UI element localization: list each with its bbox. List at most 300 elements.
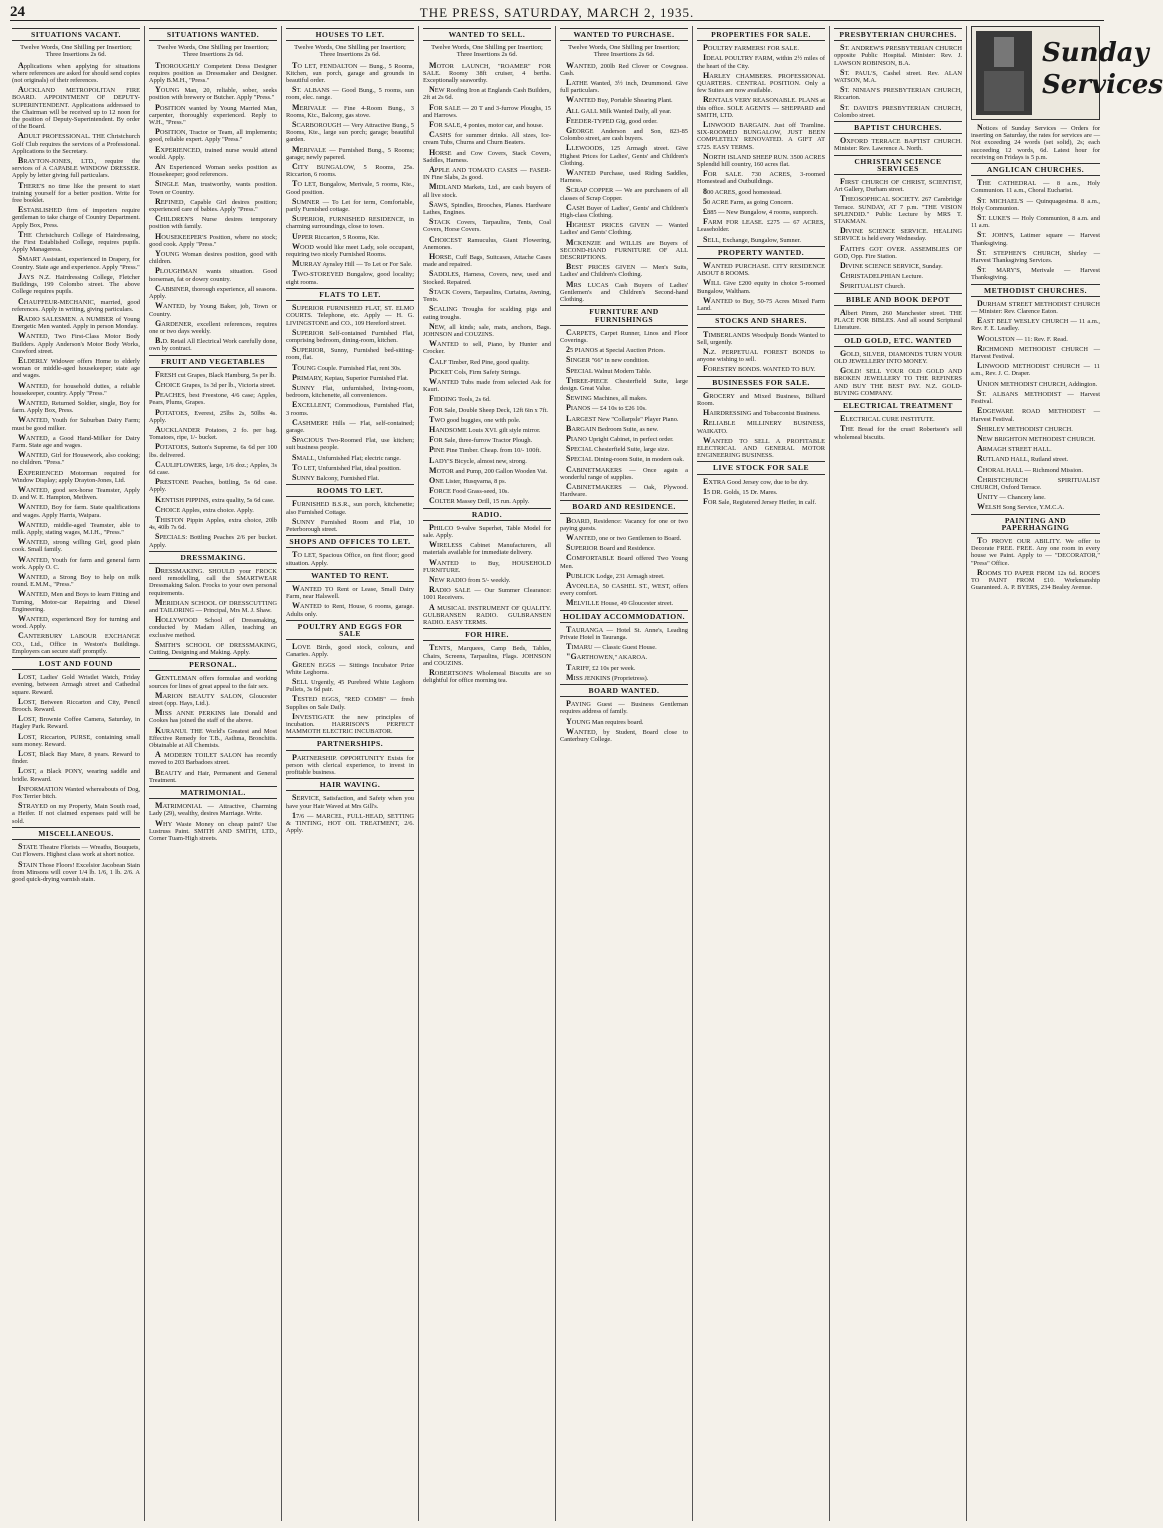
classified-ad: BOARD, Residence: Vacancy for one or two paying guests.	[560, 515, 688, 532]
classified-ad: WANTED TO Rent or Lease, Small Dairy Farm, near Halswell.	[286, 583, 414, 601]
classified-ad: ST. DAVID'S PRESBYTERIAN CHURCH, Colombo street.	[834, 102, 962, 119]
classified-ad: PEACHES, best Freestone, 4/6 case; Apples, Pears, Plums, Grapes.	[149, 390, 277, 407]
classified-ad: GARDENER, excellent references, requires one or two days weekly.	[149, 318, 277, 335]
classified-ad: WANTED, Youth for Suburban Dairy Farm; must be good milker.	[12, 415, 140, 432]
classified-ad: HANDSOME Louis XVI. gilt style mirror.	[429, 424, 541, 434]
classified-ad: ONE Lister, Husqvarna, 8 ps.	[429, 475, 507, 485]
classified-ad: TIMBERLANDS Woodpulp Bonds Wanted to Sell, urgently.	[697, 329, 825, 346]
classified-ad: B.D. Retail All Electrical Work carefully done, own by contract.	[149, 336, 277, 353]
section-heading: MISCELLANEOUS.	[12, 827, 140, 840]
classified-ad: SUPERIOR FURNISHED FLAT, ST. ELMO COURTS. Telephone, etc. Apply — H. G. LIVINGSTONE and CO., 109 Hereford street.	[286, 303, 414, 327]
classified-ad: FOR SALE — 20 T and 3-furrow Ploughs, 15 and Harrows.	[423, 102, 551, 119]
section-heading: WANTED TO SELL.	[423, 28, 551, 41]
section-heading: FOR HIRE.	[423, 628, 551, 641]
classified-ad: HORSE, Cuff Bags, Suitcases, Attache Cases made and repaired.	[423, 252, 551, 269]
classified-ad: FARM FOR LEASE. £275 — 67 ACRES, Leaseholder.	[697, 217, 825, 234]
classified-ad: UPPER Riccarton, 5 Rooms, Kte.	[292, 231, 380, 241]
classified-ad: LLEWOODS, 125 Armagh street. Give Highest Prices for Ladies', Gents' and Children's Clothing.	[560, 143, 688, 167]
classified-ad: CITY BUNGALOW, 5 Rooms, 25s. Riccarton, 6 rooms.	[286, 162, 414, 179]
classified-ad: WANTED TO SELL A PROFITABLE ELECTRICAL AND GENERAL MOTOR ENGINEERING BUSINESS.	[697, 435, 825, 460]
section-heading: ROOMS TO LET.	[286, 484, 414, 497]
classified-ad: AVONLEA, 50 CASHEL ST., WEST, offers every comfort.	[560, 580, 688, 598]
classified-ad: FORESTRY BONDS. WANTED TO BUY.	[703, 364, 816, 374]
classified-ad: MERIVALE — Furnished Bung., 5 Rooms; garage; newly papered.	[286, 144, 414, 161]
classified-ad: GREEN EGGS — Sittings Incubator Prize White Leghorns.	[286, 659, 414, 676]
classified-ad: TO PROVE OUR ABILITY. We offer to Decorate FREE. FREE. Any one room in every house we Paint. Apply to — "DECORATOR," "Press" Office.	[971, 535, 1100, 567]
classified-ad: DIVINE SCIENCE SERVICE, Sunday.	[840, 261, 943, 271]
classified-ad: NEW Roofing Iron at Englands Cash Builders, 2ft at 2s 6d.	[423, 85, 551, 102]
classified-ad: 17/6 — MARCEL, FULL-HEAD, SETTING & TINTING, HOT OIL TREATMENT, 2/6. Apply.	[286, 810, 414, 835]
classified-ad: CASHMERE Hills — Flat, self-contained; garage.	[286, 417, 414, 434]
classified-ad: ELDERLY Widower offers Home to elderly woman or middle-aged housekeeper; state age and wages.	[12, 355, 140, 380]
classified-ad: ALL GALL Milk Wanted Daily, all year.	[566, 105, 672, 115]
classified-ad: SPECIAL Chesterfield Suite, large size.	[566, 444, 670, 454]
classified-ad: EXPERIENCED Motorman required for Window Display; apply Drayton-Jones, Ltd.	[12, 467, 140, 484]
classified-ad: ST. ANDREW'S PRESBYTERIAN CHURCH opposite Public Hospital. Minister: Rev. J. LAWSON ROBINSON, B.A.	[834, 43, 962, 67]
sunday-services-banner	[971, 26, 1163, 120]
classified-ad: 50 ACRE Farm, as going Concern.	[703, 196, 794, 206]
classified-ad: CABINETMAKERS — Oak, Plywood. Hardware.	[560, 481, 688, 499]
section-heading: CHRISTIAN SCIENCE SERVICES	[834, 155, 962, 175]
classified-ad: TO LET, FENDALTON — Bung., 5 Rooms, Kitchen, sun porch, garage and grounds in beautiful order.	[286, 60, 414, 85]
classified-ad: FAITH'S GOT OVER. ASSEMBLIES OF GOD, Opp. Fire Station.	[834, 243, 962, 260]
classified-ad: SUNNY Balcony, Furnished Flat.	[292, 472, 380, 482]
classified-ad: SPIRITUALIST Church.	[840, 281, 906, 291]
classified-ad: POULTRY FARMERS! FOR SALE.	[703, 43, 799, 53]
section-heading: PROPERTIES FOR SALE.	[697, 28, 825, 41]
section-heading: METHODIST CHURCHES.	[971, 284, 1100, 297]
classified-ad: TWO-STOREYED Bungalow, good locality; eight rooms.	[286, 269, 414, 286]
classified-ad: 25 PIANOS at Special Auction Prices.	[566, 345, 666, 355]
section-heading: LIVE STOCK FOR SALE	[697, 461, 825, 474]
classified-ad: MATRIMONIAL — Attractive, Charming Lady (29), wealthy, desires Marriage. Write.	[149, 801, 277, 818]
classified-ad: HORSE and Cow Covers, Stack Covers, Saddles, Harness.	[423, 147, 551, 164]
classified-ad: SMITH'S SCHOOL OF DRESSMAKING, Cutting, Designing and Making. Apply.	[149, 639, 277, 657]
classified-ad: ST. JOHN'S, Latimer square — Harvest Thanksgiving.	[971, 230, 1100, 247]
classified-ad: MELVILLE House, 49 Gloucester street.	[566, 598, 674, 608]
classified-ad: STACK Covers, Tarpaulins, Curtains, Awning, Tents.	[423, 286, 551, 304]
classified-ad: EDGEWARE ROAD METHODIST — Harvest Festival.	[971, 406, 1100, 423]
newspaper-title: THE PRESS, SATURDAY, MARCH 2, 1935.	[419, 5, 695, 20]
classified-ad: YOUNG Woman desires position, good with children.	[149, 249, 277, 266]
classifieds-grid	[8, 26, 1163, 1521]
section-heading: PROPERTY WANTED.	[697, 246, 825, 259]
classified-ad: AUCKLANDER Potatoes, 2 fo. per bag. Tomatoes, ripe, 1/- bucket.	[149, 424, 277, 442]
classified-ad: WANTED, 200lb Red Clover or Cowgrass. Cash.	[560, 60, 688, 77]
classified-ad: TARIFF, £2 10s per week.	[566, 662, 636, 672]
classified-ad: EXCELLENT, Commodious, Furnished Flat, 3 rooms.	[286, 400, 414, 417]
classified-ad: ROOMS TO PAPER FROM 12s 6d. ROOFS TO PAINT FROM £10. Workmanship Guaranteed. A. P. BYERS, 234 Bealey Avenue.	[971, 567, 1100, 592]
classified-ad: SELL Urgently, 45 Purebred White Leghorn Pullets, 3s 6d pair.	[286, 677, 414, 694]
column-8	[967, 26, 1163, 1521]
classified-ad: WANTED, Girl for Housework, also cooking; no children. "Press."	[12, 450, 140, 467]
classified-ad: FOR Sale, Registered Jersey Heifer, in calf.	[703, 496, 817, 506]
classified-ad: WANTED, good sex-horse Teamster, Apply D. and W. E. Hampton, Methven.	[12, 484, 140, 502]
church-illustration	[976, 31, 1032, 115]
classified-ad: CASH Buyer of Ladies', Gents' and Children's High-class Clothing.	[560, 202, 688, 220]
classified-ad: WANTED Tubs made from selected Ask for Kauri.	[423, 376, 551, 394]
classified-ad: RENTALS VERY REASONABLE. PLANS at this office. SOLE AGENTS — SHEPPARD and SMITH, LTD.	[697, 95, 825, 119]
classified-ad: £885 — New Bungalow, 4 rooms, sunporch.	[703, 207, 818, 217]
classified-ad: LINWOOD BARGAIN. Just off Tramline. SIX-ROOMED BUNGALOW, JUST BEEN COMPLETELY RENOVATED. A GIFT AT £725. EASY TERMS.	[697, 120, 825, 151]
classified-ad: MCKENZIE and WILLIS are Buyers of SECOND-HAND FURNITURE OF ALL DESCRIPTIONS.	[560, 237, 688, 262]
classified-ad: THE CATHEDRAL — 8 a.m., Holy Communion. 11 a.m., Choral Eucharist.	[971, 178, 1100, 195]
classified-ad: WANTED, Youth for farm and general farm work. Apply O. C.	[12, 554, 140, 571]
banner-title: Sunday Services	[1042, 38, 1163, 100]
classified-ad: LOST, Riccarton, PURSE, containing small sum money. Reward.	[12, 731, 140, 748]
classified-ad: COLTER Massey Drill, 15 run. Apply.	[429, 496, 530, 506]
classified-ad: ST. MARY'S, Merivale — Harvest Thanksgiving.	[971, 265, 1100, 282]
classified-ad: FOR SALE, 4 ponies, motor car, and house.	[429, 120, 544, 130]
classified-ad: MISS ANNE PERKINS late Donald and Cookes has joined the staff of the above.	[149, 708, 277, 725]
classified-ad: CANTERBURY LABOUR EXCHANGE CO., Ltd., Office in Weston's Buildings. Employers can secure staff promptly.	[12, 631, 140, 655]
classified-ad: MURRAY Aynsley Hill — To Let or For Sale.	[292, 259, 413, 269]
classified-ad: THE Bread for the crust! Robertson's sell wholemeal biscuits.	[834, 424, 962, 441]
classified-ad: WHY Waste Money on cheap paint? Use Lustruss Paint. SMITH AND SMITH, LTD., Corner Tuam-High streets.	[149, 818, 277, 843]
section-heading: MATRIMONIAL.	[149, 786, 277, 799]
classified-ad: GOLD! SELL YOUR OLD GOLD AND BROKEN JEWELLERY TO THE REFINERS AND BUY THE BEST PAY. N.Z. GOLD-BUYING COMPANY.	[834, 366, 962, 397]
classified-ad: GEORGE Anderson and Son, 823-85 Colombo street, are cash buyers.	[560, 126, 688, 143]
classified-ad: HOUSEKEEPER'S Position, where no stock; good cook. Apply "Press."	[149, 231, 277, 248]
classified-ad: APPLE AND TOMATO CASES — FASER-IN Fine Slabs, 2s good.	[423, 165, 551, 182]
classified-ad: FORCE Food Grass-seed, 10s.	[429, 486, 509, 496]
classified-ad: OXFORD TERRACE BAPTIST CHURCH. Minister: Rev. Lawrence A. North.	[834, 136, 962, 153]
classified-ad: FRESH cut Grapes, Black Hamburg, 5s per lb.	[155, 369, 276, 379]
classified-ad: SELL, Exchange, Bungalow, Sumner.	[703, 234, 801, 244]
section-heading: WANTED TO RENT.	[286, 569, 414, 582]
classified-ad: SCRAP COPPER — We are purchasers of all classes of Scrap Copper.	[560, 185, 688, 202]
classified-ad: PARTNERSHIP. OPPORTUNITY Exists for person with clerical experience, to invest in profitable business.	[286, 752, 414, 777]
classified-ad: THISTON Pippin Apples, extra choice, 20lb 4s, 40lb 7s 6d.	[149, 514, 277, 532]
classified-ad: EXTRA Good Jersey cow, due to be dry.	[703, 476, 809, 486]
classified-ad: SUPERIOR Board and Residence.	[566, 543, 656, 553]
column-5	[556, 26, 693, 1521]
section-heading: BIBLE AND BOOK DEPOT	[834, 293, 962, 306]
classified-ad: SHIRLEY METHODIST CHURCH.	[977, 423, 1073, 433]
classified-ad: EXPERIENCED, trained nurse would attend would. Apply.	[149, 144, 277, 161]
classified-ad: BEST PRICES GIVEN — Men's Suits, Ladies' and Children's Clothing.	[560, 262, 688, 279]
classified-ad: TENTS, Marquees, Camp Beds, Tables, Chairs, Screens, Tarpaulins, Flags. JOHNSON and COUZINS.	[423, 643, 551, 667]
classified-ad: THOROUGHLY Competent Dress Designer requires position as Dressmaker and Designer. Apply B.M.H., "Press."	[149, 60, 277, 85]
classified-ad: RADIO SALE — Our Summer Clearance: 1001 Receivers.	[423, 585, 551, 602]
classified-ad: MISS JENKINS (Proprietress).	[566, 672, 649, 682]
classified-ad: GOLD, SILVER, DIAMONDS TURN YOUR OLD JEWELLERY INTO MONEY.	[834, 348, 962, 365]
classified-ad: CHOICE Apples, extra choice. Apply.	[155, 504, 254, 514]
classified-ad: TAURANGA — Hotel St. Anne's, Leading Private Hotel in Tauranga.	[560, 624, 688, 641]
classified-ad: PUBLICK Lodge, 231 Armagh street.	[566, 570, 665, 580]
classified-ad: REFINED, Capable Girl desires position; experienced care of babies. Apply "Press."	[149, 196, 277, 214]
column-2	[145, 26, 282, 1521]
classified-ad: LOST, Brownie Coffee Camera, Saturday, in Hagley Park. Reward.	[12, 714, 140, 731]
classified-ad: Notices of Sunday Services — Orders for inserting on Saturday, the rates for services are — Not exceeding 24 words (set solid), 2s; each succeeding 12 words, 6d. Latest hour for receiving on Fridays is 5 p.m.	[971, 123, 1100, 161]
classified-ad: WANTED Purchase, used Riding Saddles, Harness.	[560, 168, 688, 185]
classified-ad: PICKET Cols, Firm Safety Strings.	[429, 366, 521, 376]
classified-ad: CHOICEST Ramuculus, Giant Flowering, Anemones.	[423, 234, 551, 251]
classified-ad: CAULIFLOWERS, large, 1/6 doz.; Apples, 3s 6d case.	[149, 459, 277, 476]
classified-ad: WANTED, a Strong Boy to help on milk round. E.M.M., "Press."	[12, 572, 140, 589]
classified-ad: CABINETMAKERS — Once again a wonderful range of supplies.	[560, 464, 688, 481]
column-7	[830, 26, 967, 1521]
classified-ad: MIDLAND Markets, Ltd., are cash buyers of all live stock.	[423, 182, 551, 199]
classified-ad: Albert Pimm, 260 Manchester street. THE PLACE FOR BIBLES. And all sound Scriptural Literature.	[834, 307, 962, 332]
classified-ad: NEW, all kinds; sale, mats, anchors, Bags. JOHNSON and COUZINS.	[423, 321, 551, 338]
classified-ad: ST. MICHAEL'S — Quinquagesima. 8 a.m., Holy Communion.	[971, 195, 1100, 212]
classified-ad: WANTED, Two First-Class Motor Body Builders. Apply Anderson's Motor Body Works, Crawford street.	[12, 331, 140, 355]
classified-ad: PRESTONE Peaches, bottling, 5s 6d case. Apply.	[149, 477, 277, 494]
classified-ad: SUPERIOR Self-contained Furnished Flat, comprising bedroom, dining-room, kitchen.	[286, 327, 414, 344]
classified-ad: 800 ACRES, good homestead.	[703, 186, 782, 196]
classified-ad: ROBERTSON'S Wholemeal Biscuits are so delightful for office morning tea.	[423, 668, 551, 685]
classified-ad: MARION BEAUTY SALON, Gloucester street (opp. Hays, Ltd.).	[149, 690, 277, 708]
classified-ad: LATHE Wanted, 3½ inch, Drummond. Give full particulars.	[560, 78, 688, 95]
classified-ad: A MODERN TOILET SALON has recently moved to 203 Barbadoes street.	[149, 750, 277, 767]
classified-ad: ESTABLISHED firm of importers require gentleman to take charge of Country Department. Apply Box, Press.	[12, 205, 140, 229]
classified-ad: WANTED to Rent, House, 6 rooms, garage. Adults only.	[286, 601, 414, 618]
classified-ad: SERVICE, Satisfaction, and Safety when you have your Hair Waved at Mrs Gill's.	[286, 793, 414, 810]
classified-ad: ST. LUKE'S — Holy Communion, 8 a.m. and 11 a.m.	[971, 213, 1100, 230]
classified-ad: FIDDING Tools, 2s 6d.	[429, 394, 491, 404]
classified-ad: BEAUTY and Hair, Permanent and General Treatment.	[149, 767, 277, 784]
classified-ad: N.Z. PERPETUAL FOREST BONDS to anyone wishing to sell.	[697, 346, 825, 364]
section-heading: WANTED TO PURCHASE.	[560, 28, 688, 41]
classified-ad: HIGHEST PRICES GIVEN — Wanted Ladies' and Gents' Clothing.	[560, 220, 688, 237]
classified-ad: MERIVALE — Fine 4-Room Bung., 3 Rooms, Ktc., Balcony, gas stove.	[286, 102, 414, 119]
classified-ad: FOR SALE. 730 ACRES, 3-roomed Homestead and Outbuildings.	[697, 169, 825, 186]
section-heading: SITUATIONS WANTED.	[149, 28, 277, 41]
classified-ad: JAYS N.Z. Hairdressing College, Fletcher Buildings, 199 Colombo street. The above College requires pupils.	[12, 271, 140, 296]
section-rate-note: Twelve Words, One Shilling per Insertion; Three Insertions 2s 6d.	[20, 44, 132, 59]
classified-ad: MRS LUCAS Cash Buyers of Ladies' Gentlemen's and Children's Second-hand Clothing.	[560, 279, 688, 304]
classified-ad: CHRISTADELPHIAN Lecture.	[840, 271, 924, 281]
classified-ad: SUPERIOR, Sunny, Furnished bed-sitting-room, flat.	[286, 345, 414, 362]
section-heading: HAIR WAVING.	[286, 778, 414, 791]
classified-ad: CABBINER, thorough experience, all seasons. Apply.	[149, 283, 277, 301]
classified-ad: POSITION, Tractor or Team, all implements; good, reliable expert. Apply "Press."	[149, 127, 277, 144]
classified-ad: WANTED, by Young Baker, job, Town or Country.	[149, 301, 277, 318]
classified-ad: SCARBOROUGH — Very Attractive Bung., 5 Rooms, Kte., large sun porch; garage; beautiful garden.	[286, 120, 414, 144]
classified-ad: UNION METHODIST CHURCH, Addington.	[977, 378, 1098, 388]
classified-ad: SCALING Troughs for scalding pigs and eating troughs.	[423, 304, 551, 321]
classified-ad: WELSH Song Service, Y.M.C.A.	[977, 502, 1065, 512]
classified-ad: CARPETS, Carpet Runner, Linos and Floor Coverings.	[560, 327, 688, 344]
classified-ad: LOST, Ladies' Gold Wristlet Watch, Friday evening, between Armagh street and Cathedral square. Reward.	[12, 672, 140, 696]
section-heading: FLATS TO LET.	[286, 288, 414, 301]
classified-ad: TOUNG Couple. Furnished Flat, rent 30s.	[292, 362, 402, 372]
classified-ad: DRESSMAKING. SHOULD your FROCK need remodelling, call the SMARTWEAR Dressmaking Salon. Frocks to your own personal requirements.	[149, 565, 277, 597]
classified-ad: RADIO SALESMEN. A NUMBER of Young Energetic Men wanted. Apply in person Monday.	[12, 313, 140, 331]
classified-ad: LOST, Black Bay Mare, 8 years. Reward to finder.	[12, 749, 140, 766]
classified-ad: SPECIALS: Bottling Peaches 2/6 per bucket. Apply.	[149, 532, 277, 549]
classified-ad: SPECIAL Dining-room Suite, in modern oak.	[566, 454, 684, 464]
classified-ad: WANTED to sell, Piano, by Hunter and Crocker.	[423, 339, 551, 356]
classified-ad: SUNNY Flat, unfurnished, living-room, bedroom, kitchenette, all conveniences.	[286, 382, 414, 400]
classified-ad: POTATOES, Everest, 25lbs 2s, 50lbs 4s. Apply.	[149, 407, 277, 424]
classified-ad: DURHAM STREET METHODIST CHURCH — Minister: Rev. Clarence Eaton.	[971, 298, 1100, 316]
classified-ad: EAST BELT WESLEY CHURCH — 11 a.m., Rev. F. E. Leadley.	[971, 316, 1100, 333]
section-heading: BAPTIST CHURCHES.	[834, 121, 962, 134]
section-heading: BOARD AND RESIDENCE.	[560, 500, 688, 513]
classified-ad: SINGER "66" in new condition.	[566, 355, 650, 365]
classified-ad: SMART Assistant, experienced in Drapery, for Country. State age and experience. Apply "Press."	[12, 254, 140, 271]
classified-ad: WANTED to Buy, HOUSEHOLD FURNITURE.	[423, 557, 551, 574]
classified-ad: WANTED, strong willing Girl, good plain cook. Small family.	[12, 537, 140, 554]
classified-ad: THEOSOPHICAL SOCIETY. 267 Cambridge Terrace. SUNDAY, AT 7 p.m. "THE VISION SPLENDID." Public Lecture by MRS T. STAKMAN.	[834, 194, 962, 226]
section-heading: PRESBYTERIAN CHURCHES.	[834, 28, 962, 41]
classified-ad: TO LET, Spacious Office, on first floor; good situation. Apply.	[286, 550, 414, 567]
masthead	[10, 4, 1104, 21]
classified-ad: "GARTHOWEN," AKAROA.	[566, 652, 648, 662]
classified-ad: ST. ALBANS — Good Bung., 5 rooms, sun room, elec. range.	[286, 85, 414, 102]
section-heading: LOST AND FOUND	[12, 657, 140, 670]
classified-ad: CHOICE Grapes, 1s 3d per lb., Victoria street.	[155, 379, 276, 389]
section-heading: SHOPS AND OFFICES TO LET.	[286, 535, 414, 548]
classified-ad: RICHMOND METHODIST CHURCH — Harvest Festival.	[971, 343, 1100, 361]
classified-ad: SINGLE Man, trustworthy, wants position. Town or Country.	[149, 179, 277, 196]
classified-ad: INVESTIGATE the new principles of incubation. HARRISON'S PERFECT MAMMOTH ELECTRIC INCUBATOR.	[286, 711, 414, 736]
classified-ad: PAYING Guest — Business Gentleman requires address of family.	[560, 699, 688, 716]
section-rate-note: Twelve Words, One Shilling per Insertion; Three Insertions 2s 6d.	[568, 44, 680, 59]
classified-ad: TIMARU — Classic Guest House.	[566, 642, 657, 652]
classified-ad: STACK Covers, Tarpaulins, Tents, Coal Covers, Horse Covers.	[423, 217, 551, 234]
classified-ad: THE Christchurch College of Hairdressing, the First Established College, requires pupils. Apply Manageress.	[12, 229, 140, 254]
classified-ad: ST. PAUL'S, Cashel street. Rev. ALAN WATSON, M.A.	[834, 67, 962, 85]
classified-ad: HARLEY CHAMBERS. PROFESSIONAL QUARTERS. CENTRAL POSITION. Only a few Suites are now available.	[697, 70, 825, 95]
classified-ad: SEWING Machines, all makes.	[566, 393, 648, 403]
column-1	[8, 26, 145, 1521]
classified-ad: THERE'S no time like the present to start training yourself for a better position. Write for free booklet.	[12, 180, 140, 205]
classified-ad: HOLLYWOOD School of Dressmaking, conducted by Madam Allen, teaching an exclusive method.	[149, 615, 277, 639]
classified-ad: UNITY — Chancery lane.	[977, 492, 1046, 502]
classified-ad: PINE Pine Timber. Cheap. from 10/- 100ft.	[429, 445, 541, 455]
classified-ad: Applications when applying for situations where references are asked for should send copies (not originals) of their references.	[12, 60, 140, 85]
classified-ad: TO LET, Bungalow, Merivale, 5 rooms, Kte., Good position.	[286, 179, 414, 196]
classified-ad: 15 DR. Golds, 15 Dr. Mares.	[703, 486, 778, 496]
classified-ad: TWO good buggies, one with pole.	[429, 414, 521, 424]
section-heading: HOLIDAY ACCOMMODATION.	[560, 610, 688, 623]
classified-ad: PIANO Upright Cabinet, in perfect order.	[566, 433, 674, 443]
page-number: 24	[10, 4, 25, 20]
section-heading: POULTRY AND EGGS FOR SALE	[286, 620, 414, 640]
classified-ad: WANTED, for household duties, a reliable housekeeper, country. Apply "Press."	[12, 380, 140, 397]
section-heading: FURNITURE AND FURNISHINGS	[560, 305, 688, 325]
classified-ad: SPECIAL Walnut Modern Table.	[566, 365, 652, 375]
classified-ad: CHORAL HALL — Richmond Mission.	[977, 464, 1083, 474]
section-heading: RADIO.	[423, 508, 551, 521]
classified-ad: NORTH ISLAND SHEEP RUN. 3500 ACRES Splendid hill country, 160 acres flat.	[697, 151, 825, 169]
classified-ad: WANTED, Boy for farm. State qualifications and wages. Apply Harris, Waipara.	[12, 502, 140, 519]
section-heading: DRESSMAKING.	[149, 551, 277, 564]
classified-ad: BRAYTON-JONES, LTD., require the services of A CAPABLE WINDOW DRESSER. Apply by letter giving full particulars.	[12, 156, 140, 180]
classified-ad: FOR Sale, Double Sheep Deck, 12ft 6in x 7ft.	[429, 404, 549, 414]
classified-ad: MERIDIAN SCHOOL OF DRESSCUTTING and TAILORING — Principal, Mrs M. J. Shaw.	[149, 597, 277, 614]
classified-ad: AUCKLAND METROPOLITAN FIRE BOARD. APPOINTMENT OF DEPUTY-SUPERINTENDENT. Applications addressed to the Chairman will be received up to 12 noon for the position of Deputy-Superintendent. By order of the Board.	[12, 85, 140, 131]
classified-ad: ST. NINIAN'S PRESBYTERIAN CHURCH, Riccarton.	[834, 85, 962, 102]
classified-ad: KENTISH PIPPINS, extra quality, 5s 6d case.	[155, 494, 275, 504]
classified-ad: LINWOOD METHODIST CHURCH — 11 a.m., Rev. J. C. Draper.	[971, 361, 1100, 378]
classified-ad: STATE Theatre Florists — Wreaths, Bouquets, Cut Flowers. Highest class work at short notice.	[12, 842, 140, 859]
column-4	[419, 26, 556, 1521]
classified-ad: ST. STEPHEN'S CHURCH, Shirley — Harvest Thanksgiving Services.	[971, 247, 1100, 265]
section-heading: PERSONAL.	[149, 658, 277, 671]
classified-ad: LARGEST New "Collarpsle" Player Piano.	[566, 413, 679, 423]
section-heading: FRUIT AND VEGETABLES	[149, 355, 277, 368]
classified-ad: ADULT PROFESSIONAL. THE Christchurch Golf Club requires the services of a Professional. Applications to the Secretary.	[12, 131, 140, 155]
classified-ad: WANTED, experienced Boy for turning and wood. Apply.	[12, 614, 140, 631]
classified-ad: WANTED, Men and Boys to learn Fitting and Turning, Motor-car Repairing and Diesel Engineering.	[12, 589, 140, 613]
classified-ad: SUPERIOR, FURNISHED RESIDENCE, in charming surroundings, close to town.	[286, 214, 414, 231]
section-rate-note: Twelve Words, One Shilling per Insertion; Three Insertions 2s 6d.	[157, 44, 269, 59]
classified-ad: SUNNY Furnished Room and Flat, 10 Peterborough street.	[286, 516, 414, 533]
column-6	[693, 26, 830, 1521]
classified-ad: FURNISHED B.S.R., sun porch, kitchenette; also Furnished Cottage.	[286, 499, 414, 516]
classified-ad: FEEDER-TYPED Gig, good order.	[566, 115, 658, 125]
classified-ad: FOR Sale, three-furrow Tractor Plough.	[429, 435, 533, 445]
section-heading: PAINTING AND PAPERHANGING	[971, 514, 1100, 534]
classified-ad: GROCERY and Mixed Business, Billiard Room.	[697, 390, 825, 407]
section-rate-note: Twelve Words, One Shilling per Insertion; Three Insertions 2s 6d.	[294, 44, 406, 59]
classified-ad: A MUSICAL INSTRUMENT OF QUALITY. GULBRANSEN RADIO. GULBRANSEN RADIO. EASY TERMS.	[423, 602, 551, 626]
classified-ad: WOOD would like meet Lady, sole occupant, requiring two nicely Furnished Rooms.	[286, 241, 414, 259]
classified-ad: AN Experienced Woman seeks position as Housekeeper; good references.	[149, 162, 277, 179]
classified-ad: INFORMATION Wanted whereabouts of Dog, Fox Terrier bitch.	[12, 783, 140, 801]
classified-ad: STAIN Those Floors! Excelsior Jacobean Stain from Minsons will cover 1/4 lb. 1/6, 1 lb. 2/6. A good quick-drying varnish stain.	[12, 859, 140, 883]
classified-ad: NEW BRIGHTON METHODIST CHURCH.	[977, 433, 1096, 443]
classified-ad: ARMAGH STREET HALL.	[977, 444, 1052, 454]
classified-ad: SAWS, Spindles, Brooches, Planes. Hardware Lathes, Engines.	[423, 199, 551, 217]
classified-ad: DIVINE SCIENCE SERVICE. HEALING SERVICE is held every Wednesday.	[834, 226, 962, 243]
classified-ad: WOOLSTON — 11: Rev. F. Read.	[977, 333, 1068, 343]
classified-ad: SUMNER — To Let for term, Comfortable, partly Furnished cottage.	[286, 196, 414, 214]
classified-ad: LADY'S Bicycle, almost new, strong.	[429, 455, 527, 465]
classified-ad: MOTOR and Pump, 200 Gallon Wooden Vat.	[429, 465, 548, 475]
section-heading: STOCKS AND SHARES.	[697, 314, 825, 327]
classified-ad: PHILCO 9-valve Superhet, Table Model for sale. Apply.	[423, 522, 551, 539]
classified-ad: HAIRDRESSING and Tobacconist Business.	[703, 408, 821, 418]
classified-ad: WILL Give £200 equity in choice 5-roomed Bungalow, Waltham.	[697, 278, 825, 295]
classified-ad: NEW RADIO from 5/- weekly.	[429, 574, 511, 584]
classified-ad: SMALL, Unfurnished Flat; electric range.	[292, 452, 401, 462]
classified-ad: CALF Timber, Red Pine, good quality.	[429, 356, 530, 366]
classified-ad: YOUNG Man, 20, reliable, sober, seeks position with brewery or Butcher. Apply "Press."	[149, 85, 277, 102]
column-3	[282, 26, 419, 1521]
classified-ad: STRAYED on my Property, Main South road, a Heifer. If not claimed expenses paid will be sold.	[12, 801, 140, 825]
classified-ad: BARGAIN Bedroom Suite, as new.	[566, 423, 659, 433]
classified-ad: TESTED EGGS, "RED COMB" — fresh Supplies on Sale Daily.	[286, 694, 414, 711]
classified-ad: GENTLEMAN offers formulae and working sources for lines of great appeal to the fair sex.	[149, 673, 277, 690]
classified-ad: YOUNG Man requires board.	[566, 716, 644, 726]
classified-ad: THREE-PIECE Chesterfield Suite, large design. Great Value.	[560, 375, 688, 392]
classified-ad: WANTED, middle-aged Teamster, able to milk. Apply, stating wages, M.I.H., "Press."	[12, 519, 140, 536]
classified-ad: POSITION wanted by Young Married Man, carpenter, thoroughly experienced. Reply to W.H., "Press."	[149, 102, 277, 127]
section-rate-note: Twelve Words, One Shilling per Insertion; Three Insertions 2s 6d.	[431, 44, 543, 59]
classified-ad: COMFORTABLE Board offered Two Young Men.	[560, 553, 688, 570]
section-heading: SITUATIONS VACANT.	[12, 28, 140, 41]
classified-ad: TO LET, Unfurnished Flat, ideal position.	[292, 462, 401, 472]
section-heading: ELECTRICAL TREATMENT	[834, 399, 962, 412]
classified-ad: PIANOS — £4 10s to £26 10s.	[566, 403, 647, 413]
section-heading: HOUSES TO LET.	[286, 28, 414, 41]
classified-ad: WANTED, Returned Soldier, single, Boy for farm. Apply Box, Press.	[12, 397, 140, 415]
section-heading: ANGLICAN CHURCHES.	[971, 163, 1100, 176]
section-heading: BUSINESSES FOR SALE.	[697, 376, 825, 389]
classified-ad: PLOUGHMAN wants situation. Good horseman, fat or dowry country.	[149, 266, 277, 283]
classified-ad: SPACIOUS Two-Roomed Flat, use kitchen; suit business people.	[286, 435, 414, 452]
classified-ad: ELECTRICAL CURE INSTITUTE.	[840, 414, 935, 424]
classified-ad: KURANUI. THE World's Greatest and Most Effective Remedy for T.B., Asthma, Bronchitis. Obtainable at All Chemists.	[149, 725, 277, 750]
classified-ad: WANTED, a Good Hand-Milker for Dairy Farm. State age and wages.	[12, 432, 140, 449]
section-heading: BOARD WANTED.	[560, 684, 688, 697]
classified-ad: WANTED to Buy, 50-75 Acres Mixed Farm Land.	[697, 295, 825, 313]
